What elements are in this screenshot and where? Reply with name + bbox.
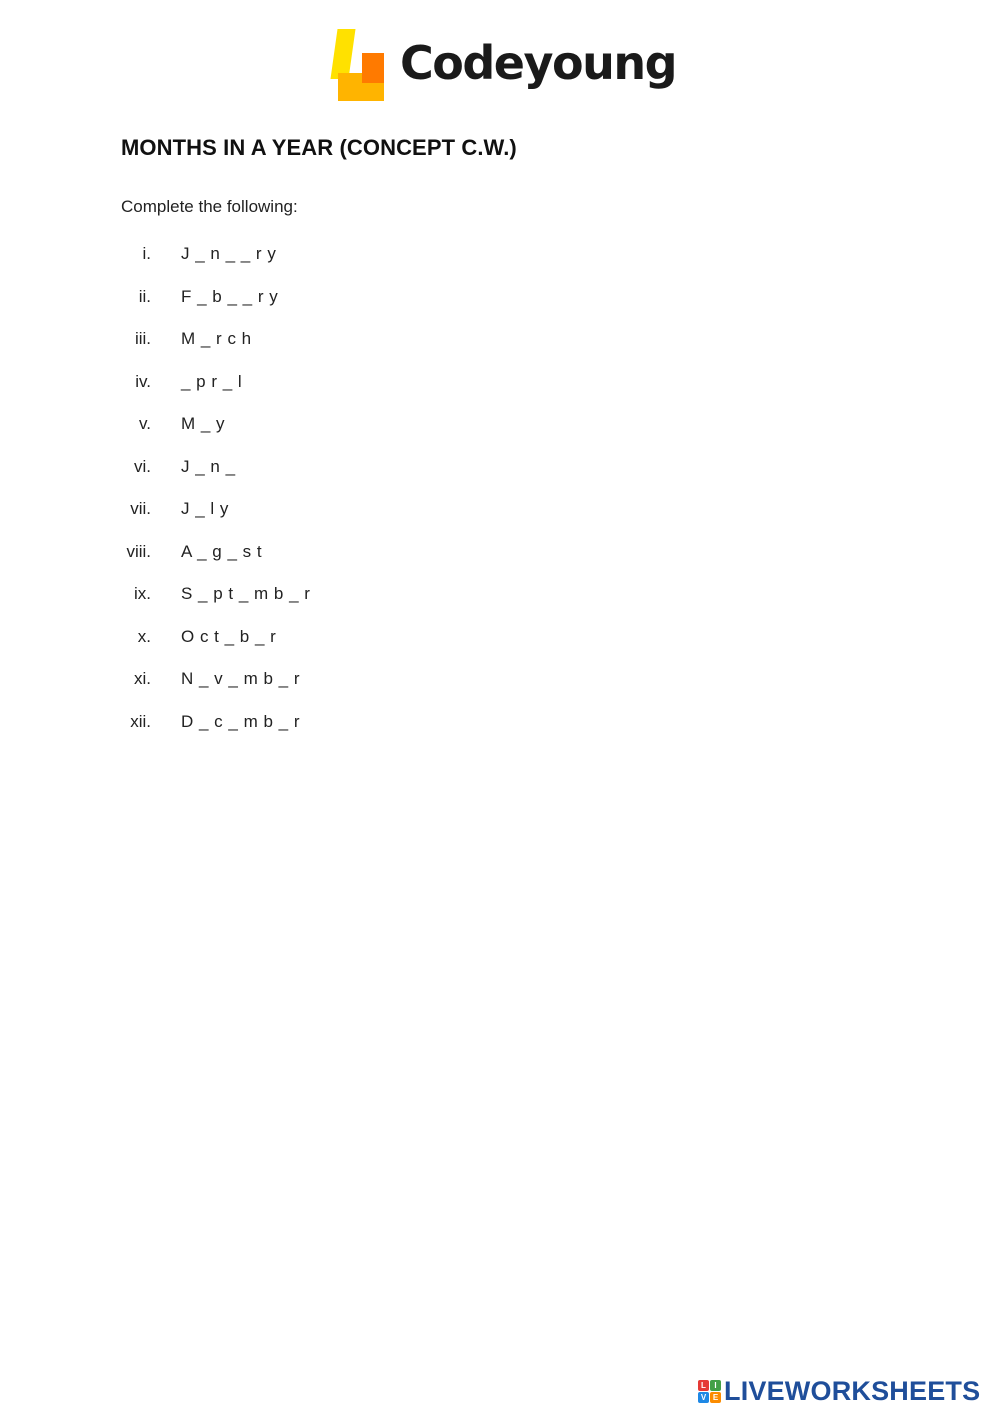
exercise-puzzle: M _ r c h — [181, 329, 252, 348]
exercise-numeral: iv. — [135, 371, 151, 391]
exercise-numeral: xi. — [134, 669, 151, 688]
watermark-icon-tile: I — [710, 1380, 721, 1391]
exercise-puzzle: M _ y — [181, 414, 226, 433]
exercise-puzzle: _ p r _ l — [181, 371, 243, 391]
exercise-numeral: x. — [137, 626, 151, 646]
logo-bar-yellow — [330, 29, 355, 79]
exercise-numeral: i. — [142, 244, 151, 263]
exercise-numeral: vii. — [130, 499, 151, 518]
logo-wordmark: Codeyoung — [400, 36, 676, 90]
exercise-puzzle: S _ p t _ m b _ r — [181, 584, 311, 603]
liveworksheets-logo-icon — [698, 1380, 721, 1403]
watermark-text: LIVEWORKSHEETS — [724, 1376, 981, 1406]
watermark-icon-tile: L — [698, 1380, 709, 1391]
exercise-puzzle: F _ b _ _ r y — [181, 286, 279, 306]
exercise-numeral: iii. — [134, 329, 151, 348]
exercise-puzzle: D _ c _ m b _ r — [181, 711, 300, 731]
watermark-icon-tile: V — [698, 1392, 709, 1403]
liveworksheets-watermark — [698, 1378, 980, 1405]
exercise-puzzle: J _ l y — [181, 499, 229, 518]
watermark-icon-tile: E — [710, 1392, 721, 1403]
codeyoung-logo — [332, 26, 676, 106]
exercise-numeral: viii. — [126, 541, 151, 561]
exercise-puzzle: J _ n _ — [181, 456, 236, 476]
exercise-puzzle: J _ n _ _ r y — [181, 244, 277, 263]
logo-bar-orange — [362, 53, 384, 83]
exercise-numeral: vi. — [134, 456, 151, 476]
exercise-puzzle: A _ g _ s t — [181, 541, 263, 561]
worksheet-title: MONTHS IN A YEAR (CONCEPT C.W.) — [121, 135, 517, 160]
exercise-numeral: v. — [139, 414, 151, 433]
exercise-numeral: ii. — [138, 286, 151, 306]
exercise-puzzle: N _ v _ m b _ r — [181, 669, 300, 688]
exercise-numeral: ix. — [134, 584, 151, 603]
exercise-puzzle: O c t _ b _ r — [181, 626, 277, 646]
worksheet-instruction: Complete the following: — [121, 197, 298, 216]
codeyoung-logo-mark-icon — [332, 29, 388, 103]
exercise-numeral: xii. — [130, 711, 151, 731]
